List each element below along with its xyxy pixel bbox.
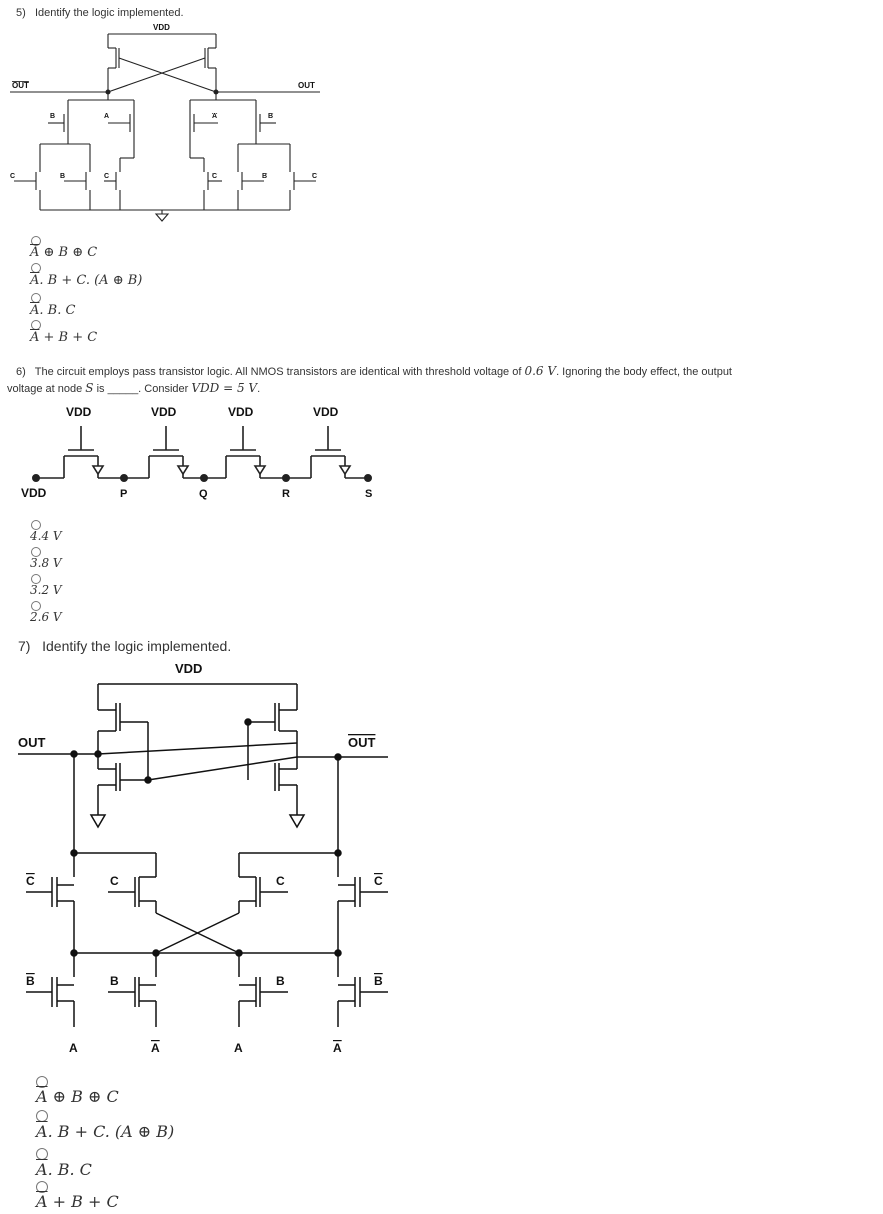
q5-bbar-label-2: B — [262, 173, 268, 180]
q6-node-s: S — [365, 488, 373, 500]
q7-option-1[interactable]: $\overline{A}$ ⊕ B ⊕ C — [36, 1087, 119, 1106]
q6-node: S — [85, 381, 94, 395]
q5-option-2[interactable]: $\overline{A}$. B + C. (A ⊕ B) — [30, 273, 143, 288]
q6-option-3[interactable]: 3.2 V — [30, 583, 62, 597]
q5-a-label: A — [104, 113, 110, 120]
q5-out-label: OUT — [298, 81, 315, 90]
q7-header — [18, 638, 231, 654]
q5-bbar-label-1: B — [268, 113, 274, 120]
q7-b-r: B — [276, 974, 285, 988]
q5-option-3-radio[interactable] — [31, 293, 41, 303]
q5-prompt: Identify the logic implemented. — [34, 7, 184, 19]
q7-a-1: A — [69, 1041, 78, 1055]
q7-abar-4: A — [333, 1041, 342, 1055]
q6-vdd-eq: VDD = 5 V — [191, 381, 258, 395]
q6-node-q: Q — [199, 488, 208, 500]
q5-b-label-1: B — [50, 113, 56, 120]
q7-c-r: C — [276, 874, 285, 888]
q7-option-4[interactable]: $\overline{A} + B + C$ — [36, 1192, 119, 1211]
q5-option-3[interactable]: $\overline{A}$. B. C — [30, 303, 76, 318]
q7-option-2-radio[interactable] — [36, 1110, 48, 1122]
q7-option-2[interactable]: $\overline{A}$. B + C. (A ⊕ B) — [36, 1122, 175, 1141]
q5-cbar-label-2: C — [312, 173, 318, 180]
q7-option-3-radio[interactable] — [36, 1148, 48, 1160]
q7-a-3: A — [234, 1041, 243, 1055]
q5-option-1[interactable]: $\overline{A}$ ⊕ B ⊕ C — [30, 245, 98, 260]
q5-number: 5) — [16, 7, 26, 19]
q7-b-l: B — [110, 974, 119, 988]
q6-vdd-1: VDD — [66, 405, 92, 419]
q6-node-p: P — [120, 488, 128, 500]
q7-bbar-l: B — [26, 974, 35, 988]
q5-c-label-2: C — [104, 173, 110, 180]
q5-circuit — [0, 18, 340, 228]
q6-number: 6) — [16, 366, 26, 378]
q5-option-4[interactable]: $\overline{A} + B + C$ — [30, 330, 98, 345]
q7-bbar-r: B — [374, 974, 383, 988]
q5-option-4-radio[interactable] — [31, 320, 41, 330]
q5-outbar-label: OUT — [12, 81, 29, 90]
q5-b-label-2: B — [60, 173, 66, 180]
q6-prompt-line1: 6) The circuit employs pass transistor logic. All NMOS transistors are identical with threshold voltage of 0.6 V. Ignoring the body effect, the output — [16, 364, 732, 378]
q6-node-r: R — [282, 488, 290, 500]
q6-circuit — [8, 398, 398, 506]
q6-vt: 0.6 V — [524, 364, 557, 378]
q5-vdd-label: VDD — [153, 23, 170, 32]
q5-option-2-radio[interactable] — [31, 263, 41, 273]
q6-option-2[interactable]: 3.8 V — [30, 556, 62, 570]
q6-vdd-3: VDD — [228, 405, 254, 419]
q7-circuit — [0, 655, 420, 1060]
q7-prompt: Identify the logic implemented. — [42, 638, 232, 654]
q7-c-l: C — [110, 874, 119, 888]
q7-option-3[interactable]: $\overline{A}$. B. C — [36, 1160, 92, 1179]
q7-cbar-r: C — [374, 874, 383, 888]
q7-vdd-label: VDD — [175, 661, 203, 676]
q6-input-label: VDD — [21, 486, 47, 500]
q7-abar-2: A — [151, 1041, 160, 1055]
q6-vdd-2: VDD — [151, 405, 177, 419]
q6-option-4[interactable]: 2.6 V — [30, 610, 62, 624]
q5-c-label-1: C — [10, 173, 16, 180]
q5-abar-label: A — [212, 113, 218, 120]
q5-cbar-label-1: C — [212, 173, 218, 180]
q7-cbar-l: C — [26, 874, 35, 888]
q6-option-1[interactable]: 4.4 V — [30, 529, 62, 543]
q6-vdd-4: VDD — [313, 405, 339, 419]
q7-number: 7) — [18, 638, 31, 654]
q7-out-label: OUT — [18, 735, 46, 750]
q7-outbar-label: OUT — [348, 735, 376, 750]
q6-prompt-line2: voltage at node S is _____. Consider VDD = 5 V. — [7, 381, 261, 395]
